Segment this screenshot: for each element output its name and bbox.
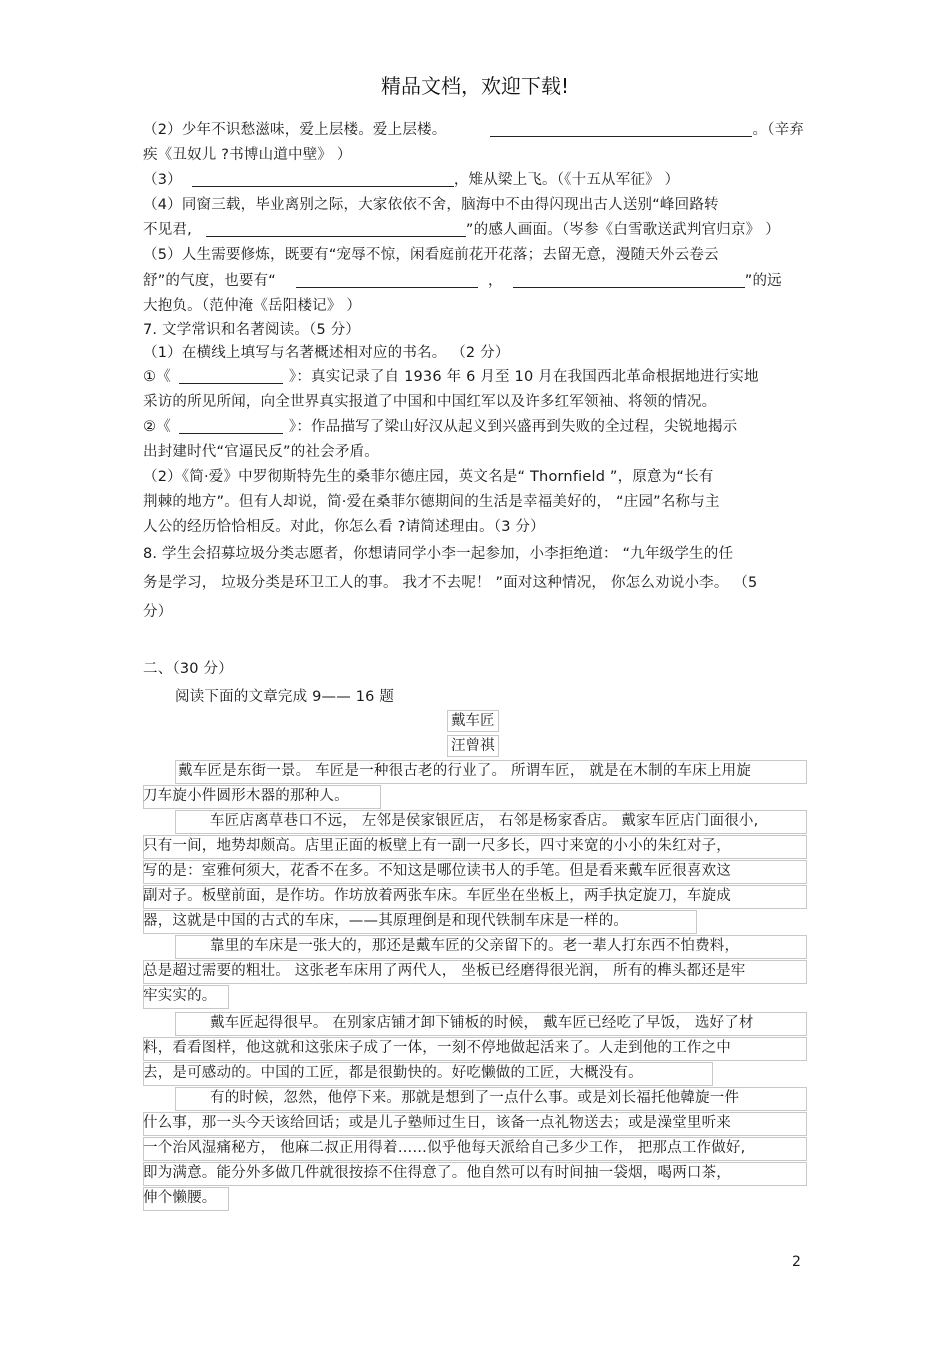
text-line: ②《 》：作品描写了梁山好汉从起义到兴盛再到失败的全过程，尖锐地揭示 [143,419,738,435]
answer-blank[interactable] [490,122,752,137]
paragraph-line: 有的时候，忽然，他停下来。那就是想到了一点什么事。或是刘长福托他韓旋一件 [210,1090,740,1106]
text-line: （1）在横线上填写与名著概述相对应的书名。 （2 分） [143,345,510,361]
paragraph-line: 一个治风湿痛秘方， 他麻二叔正用得着……似乎他每天派给自己多少工作， 把那点工作做好, [143,1140,746,1156]
page-header: 精品文档，欢迎下载! [380,74,570,98]
text-line: 不见君, ”的感人画面。（岑参《白雪歌送武判官归京》 ） [143,222,780,238]
paragraph-line: 刀车旋小件圆形木器的那种人。 [143,788,349,804]
answer-blank[interactable] [296,273,478,288]
text-line: （2）《简·爱》中罗彻斯特先生的桑菲尔德庄园，英文名是“ Thornfield ”，原意为“长有 [143,469,714,485]
answer-blank[interactable] [206,222,466,237]
text-line: （4）同窗三载，毕业离别之际，大家依依不舍，脑海中不由得闪现出古人送别“峰回路转 [143,197,719,213]
answer-blank[interactable] [192,172,454,187]
paragraph-line: 去，是可感动的。中国的工匠，都是很勤快的。好吃懒做的工匠，大概没有。 [143,1065,643,1081]
text-line: 出封建时代“官逼民反”的社会矛盾。 [143,444,379,460]
article-author: 汪曾祺 [447,735,499,757]
section-heading: 二、（30 分） [143,661,233,677]
paragraph-line: 总是超过需要的粗壮。 这张老车床用了两代人， 坐板已经磨得很光润， 所有的榫头都还是牢 [143,963,746,979]
paragraph-line: 车匠店离草巷口不远， 左邻是侯家银匠店， 右邻是杨家香店。 戴家车匠店门面很小, [210,813,759,829]
answer-blank[interactable] [513,273,745,288]
paragraph-line: 戴车匠是东街一景。 车匠是一种很古老的行业了。 所谓车匠， 就是在木制的车床上用旋 [178,763,752,779]
text-line: 舒”的气度，也要有“ ， ”的远 [143,273,782,289]
paragraph-line: 戴车匠起得很早。 在别家店铺才卸下铺板的时候， 戴车匠已经吃了早饭， 选好了材 [210,1015,754,1031]
paragraph-line: 伸个懒腰。 [143,1190,217,1206]
answer-blank[interactable] [179,369,283,384]
reading-instruction: 阅读下面的文章完成 9—— 16 题 [175,689,395,705]
paragraph-line: 牢实实的。 [143,988,217,1004]
text-line: 务是学习， 垃圾分类是环卫工人的事。 我才不去呢！ ”面对这种情况， 你怎么劝说小李。 （5 [143,575,758,591]
paragraph-line: 器，这就是中国的古式的车床，——其原理倒是和现代铁制车床是一样的。 [143,913,629,929]
text-line: 荆棘的地方”。但有人却说，简·爱在桑菲尔德期间的生活是幸福美好的， “庄园”名称与主 [143,494,720,510]
article-title: 戴车匠 [447,710,499,732]
text-line: （5）人生需要修炼，既要有“宠辱不惊，闲看庭前花开花落；去留无意，漫随天外云卷云 [143,247,719,263]
question-7: 7. 文学常识和名著阅读。（5 分） [143,322,361,338]
text-line: （2）少年不识愁滋味，爱上层楼。爱上层楼。 。（辛弃 [143,122,804,138]
paragraph-line: 副对子。板壁前面，是作坊。作坊放着两张车床。车匠坐在坐板上，两手执定旋刀，车旋成 [143,888,731,904]
text-line: （3） ，雉从梁上飞。（《十五从军征》 ） [143,172,680,188]
text-line: 疾《丑奴儿 ?书博山道中壁》 ） [143,147,352,163]
paragraph-line: 写的是：室雅何须大，花香不在多。不知这是哪位读书人的手笔。但是看来戴车匠很喜欢这 [143,863,731,879]
text-line: 分） [143,604,173,620]
paragraph-line: 什么事，那一头今天该给回话；或是儿子塾师过生日，该备一点礼物送去；或是澡堂里听来 [143,1115,731,1131]
answer-blank[interactable] [179,419,283,434]
text-line: ①《 》：真实记录了自 1936 年 6 月至 10 月在我国西北革命根据地进行实地 [143,369,759,385]
paragraph-line: 即为满意。能分外多做几件就很按捺不住得意了。他自然可以有时间抽一袋烟，喝两口茶， [143,1165,731,1181]
question-8: 8. 学生会招募垃圾分类志愿者，你想请同学小李一起参加，小李拒绝道： “九年级学生的任 [143,546,734,562]
paragraph-line: 靠里的车床是一张大的，那还是戴车匠的父亲留下的。老一辈人打东西不怕费料， [210,938,740,954]
page-number: 2 [792,1254,801,1270]
paragraph-line: 料，看看图样，他这就和这张床子成了一体，一刻不停地做起活来了。人走到他的工作之中 [143,1040,731,1056]
paragraph-line: 只有一间，地势却颇高。店里正面的板壁上有一副一尺多长，四寸来宽的小小的朱红对子， [143,838,731,854]
text-line: 人公的经历恰恰相反。对此，你怎么看 ?请简述理由。（3 分） [143,519,545,535]
text-line: 大抱负。（范仲淹《岳阳楼记》 ） [143,298,362,314]
text-line: 采访的所见所闻，向全世界真实报道了中国和中国红军以及许多红军领袖、将领的情况。 [143,394,717,410]
